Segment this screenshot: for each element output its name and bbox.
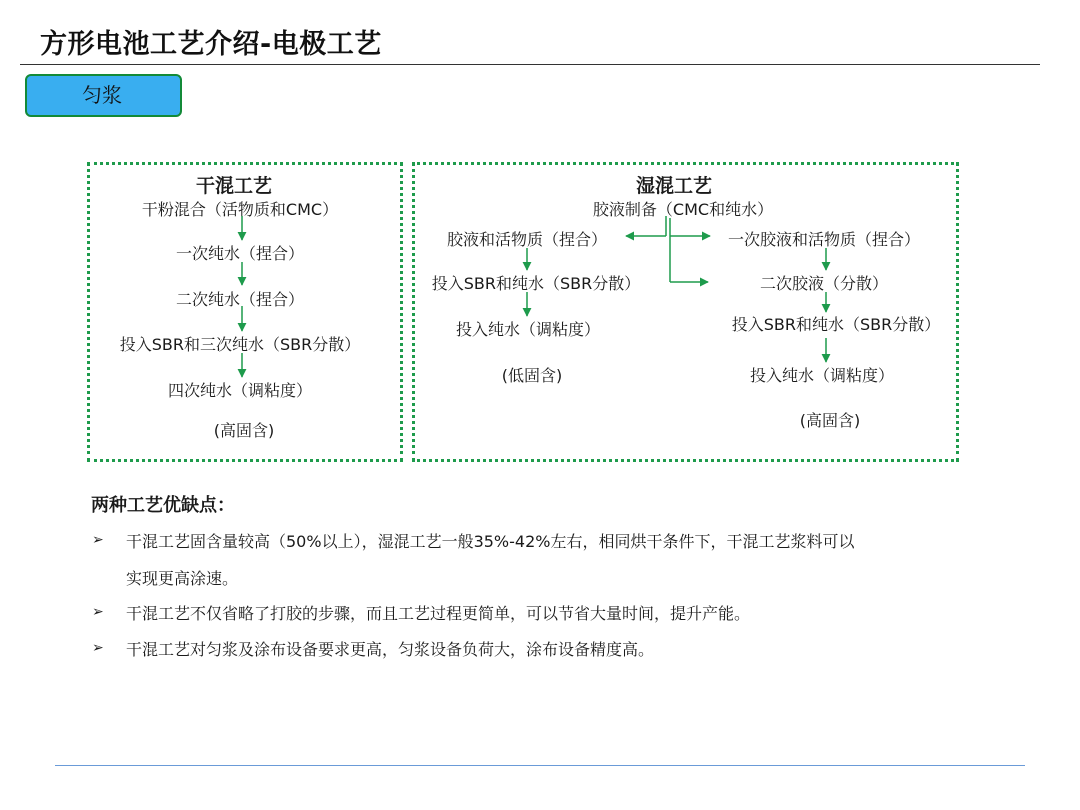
wet-mix-heading: 湿混工艺 bbox=[635, 175, 713, 197]
wet-right-step-1: 一次胶液和活物质（捏合） bbox=[727, 230, 921, 249]
wet-right-note: (高固含) bbox=[799, 411, 861, 430]
wet-right-step-3: 投入SBR和纯水（SBR分散） bbox=[731, 315, 941, 334]
dry-mix-heading: 干混工艺 bbox=[195, 175, 273, 197]
dry-step-2: 一次纯水（捏合） bbox=[175, 244, 305, 263]
wet-root-step: 胶液制备（CMC和纯水） bbox=[592, 200, 774, 219]
wet-right-step-4: 投入纯水（调粘度） bbox=[749, 366, 895, 385]
dry-note: (高固含) bbox=[213, 421, 275, 440]
dry-step-5: 四次纯水（调粘度） bbox=[167, 381, 313, 400]
dry-step-1: 干粉混合（活物质和CMC） bbox=[141, 200, 339, 219]
footer-divider bbox=[55, 765, 1025, 766]
wet-right-step-2: 二次胶液（分散） bbox=[759, 274, 889, 293]
wet-left-step-3: 投入纯水（调粘度） bbox=[455, 320, 601, 339]
pros-item-2: 干混工艺不仅省略了打胶的步骤，而且工艺过程更简单，可以节省大量时间，提升产能。 bbox=[126, 604, 751, 623]
wet-left-step-2: 投入SBR和纯水（SBR分散） bbox=[431, 274, 641, 293]
wet-left-note: (低固含) bbox=[501, 366, 563, 385]
wet-left-step-1: 胶液和活物质（捏合） bbox=[446, 230, 608, 249]
bullet-icon: ➢ bbox=[92, 604, 104, 620]
bullet-icon: ➢ bbox=[92, 640, 104, 656]
bullet-icon: ➢ bbox=[92, 532, 104, 548]
dry-step-3: 二次纯水（捏合） bbox=[175, 290, 305, 309]
pros-cons-title: 两种工艺优缺点： bbox=[91, 495, 235, 516]
section-tag: 匀浆 bbox=[25, 74, 182, 117]
dry-step-4: 投入SBR和三次纯水（SBR分散） bbox=[119, 335, 361, 354]
page-title: 方形电池工艺介绍-电极工艺 bbox=[40, 29, 382, 60]
pros-item-3: 干混工艺对匀浆及涂布设备要求更高，匀浆设备负荷大，涂布设备精度高。 bbox=[126, 640, 655, 659]
pros-item-1-line-2: 实现更高涂速。 bbox=[126, 569, 239, 588]
pros-item-1-line-1: 干混工艺固含量较高（50%以上），湿混工艺一般35%-42%左右，相同烘干条件下，干混工艺浆料可以 bbox=[126, 532, 855, 551]
